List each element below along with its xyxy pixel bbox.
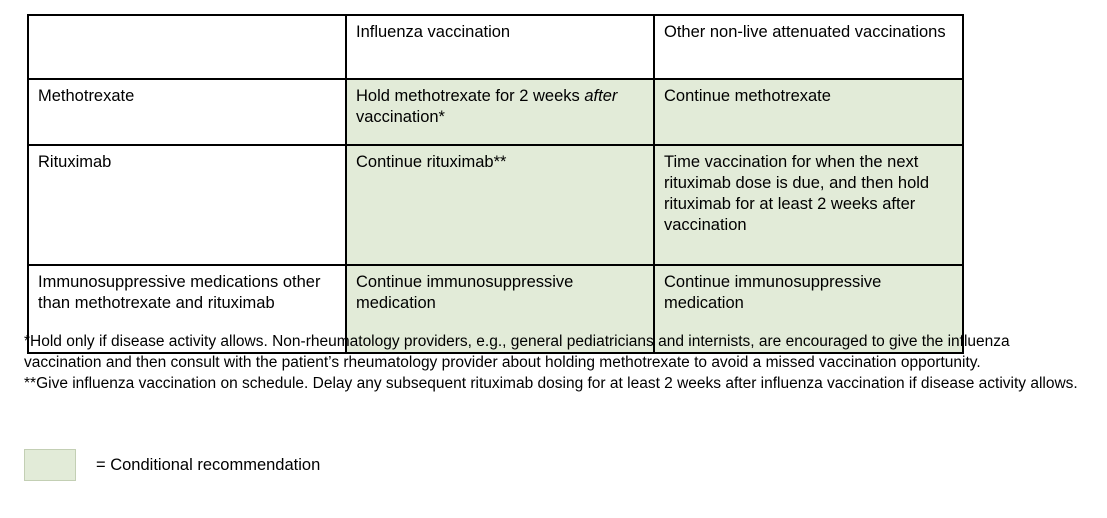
table-row — [28, 79, 963, 145]
cell-text-post: vaccination* — [356, 108, 445, 127]
table-body — [28, 79, 963, 353]
table-header-cell-other: Other non-live attenuated vaccinations — [654, 15, 963, 79]
legend-color-swatch — [24, 449, 76, 481]
legend — [24, 449, 320, 481]
table-row — [28, 145, 963, 265]
footnote-two: **Give influenza vaccination on schedule. Delay any subsequent rituximab dosing for at least 2 weeks after influenza vaccination if disease activity allows. — [24, 375, 1078, 393]
row-label-methotrexate: Methotrexate — [28, 79, 346, 145]
row-label-rituximab: Rituximab — [28, 145, 346, 265]
table-header-cell-blank — [28, 15, 346, 79]
cell-rituximab-influenza: Continue rituximab** — [346, 145, 654, 265]
cell-rituximab-other: Time vaccination for when the next rituximab dose is due, and then hold rituximab for at least 2 weeks after vaccination — [654, 145, 963, 265]
table-header-row — [28, 15, 963, 79]
cell-other-influenza: Continue immunosuppressive medication — [346, 265, 654, 353]
legend-label: = Conditional recommendation — [96, 455, 321, 474]
footnote-one: *Hold only if disease activity allows. Non-rheumatology providers, e.g., general pediatricians and internists, are encouraged to give the influenza vaccination and then consult with the patient’s rheumatology provider about holding methotrexate to avoid a missed vaccination opportunity. — [24, 333, 1010, 371]
table-header — [28, 15, 963, 79]
row-label-other-immunosuppressive: Immunosuppressive medications other than methotrexate and rituximab — [28, 265, 346, 353]
cell-other-other: Continue immunosuppressive medication — [654, 265, 963, 353]
cell-text-italic: after — [584, 87, 618, 105]
vaccination-recommendation-table — [27, 14, 964, 354]
cell-methotrexate-influenza — [346, 79, 654, 145]
cell-text-pre: Hold methotrexate for 2 weeks — [356, 87, 585, 105]
footnotes — [24, 332, 1084, 395]
table-header-cell-influenza: Influenza vaccination — [346, 15, 654, 79]
cell-methotrexate-other: Continue methotrexate — [654, 79, 963, 145]
